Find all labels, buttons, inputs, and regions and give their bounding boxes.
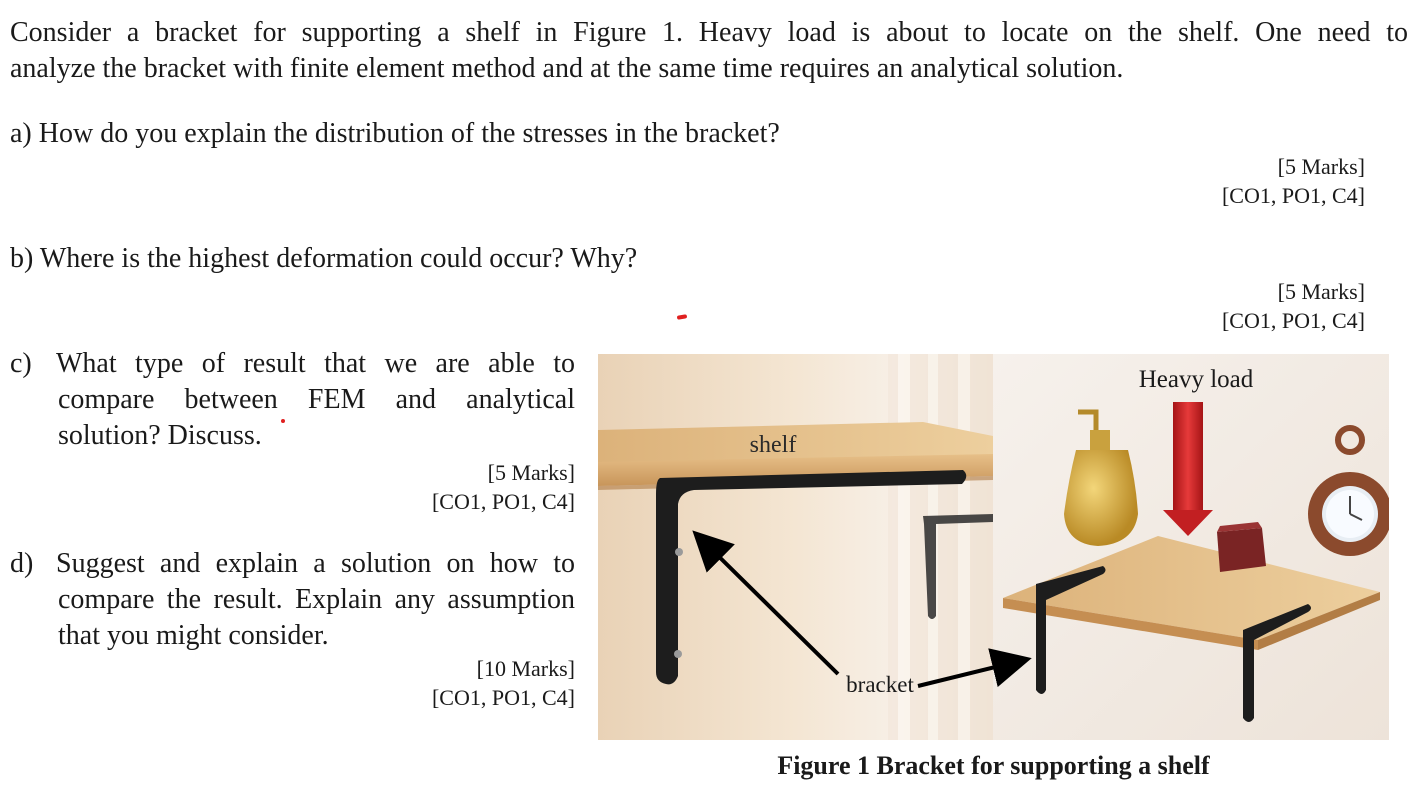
marks-value: [10 Marks] [476, 656, 575, 681]
heavy-load-label: Heavy load [1138, 366, 1254, 393]
intro-paragraph [10, 15, 1408, 87]
bracket-label: bracket [846, 672, 914, 697]
question-c-text: compare between FEM and analytical solution? Discuss. [58, 384, 575, 451]
course-outcomes: [CO1, PO1, C4] [431, 489, 575, 514]
question-a-marks [900, 152, 1365, 210]
question-c-marks [10, 458, 575, 516]
question-d-marks [10, 654, 575, 712]
intro-line-2: analyze the bracket with finite element method and at the same time requires an analytical solution. [10, 53, 1124, 84]
course-outcomes: [CO1, PO1, C4] [1221, 308, 1365, 333]
bracket-shelf-illustration [598, 354, 1389, 740]
red-pen-mark [677, 314, 688, 320]
course-outcomes: [CO1, PO1, C4] [1221, 183, 1365, 208]
red-pen-dot [281, 419, 285, 423]
figure-caption: Figure 1 Bracket for supporting a shelf [777, 751, 1210, 780]
question-d-line-1: Suggest and explain a solution on how to [56, 548, 575, 579]
question-a: a) How do you explain the distribution of the stresses in the bracket? [10, 118, 780, 149]
question-d [10, 546, 575, 712]
course-outcomes: [CO1, PO1, C4] [431, 685, 575, 710]
marks-value: [5 Marks] [1277, 279, 1365, 304]
marks-value: [5 Marks] [1277, 154, 1365, 179]
question-d-text: compare the result. Explain any assumption that you might consider. [58, 584, 575, 651]
shelf-label: shelf [749, 432, 797, 458]
question-b-marks [900, 277, 1365, 335]
marks-value: [5 Marks] [487, 460, 575, 485]
question-c-label: c) [10, 348, 32, 379]
figure-1 [598, 354, 1389, 740]
question-c-line-1: What type of result that we are able to [56, 348, 575, 379]
question-d-label: d) [10, 548, 34, 579]
question-c [10, 346, 575, 516]
intro-line-1: Consider a bracket for supporting a shelf in Figure 1. Heavy load is about to locate on the shelf. One need to [10, 17, 1408, 48]
question-b: b) Where is the highest deformation could occur? Why? [10, 243, 638, 274]
